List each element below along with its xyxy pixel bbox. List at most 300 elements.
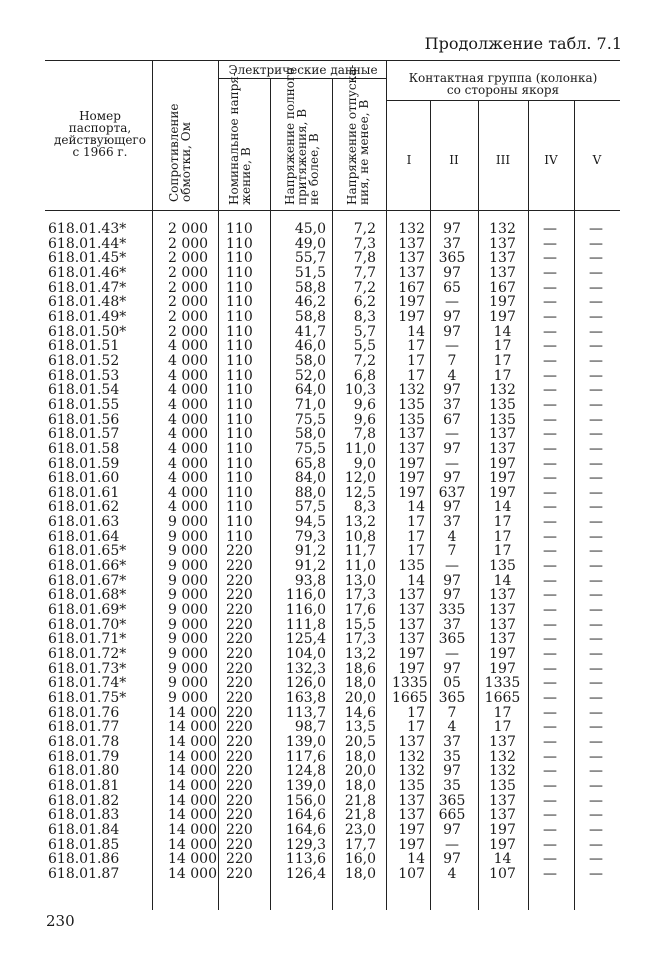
- contact-ii-cell: 97: [443, 264, 461, 281]
- contact-iv-cell: —: [543, 367, 557, 384]
- contact-i-cell: 1335: [392, 675, 428, 692]
- pull-voltage-cell: 94,5: [294, 514, 326, 531]
- contact-i-cell: 107: [398, 865, 425, 882]
- release-voltage-cell: 13,5: [344, 719, 376, 736]
- contact-v-cell: —: [589, 338, 603, 355]
- contact-i-cell: 135: [398, 411, 425, 428]
- contact-v-cell: —: [589, 426, 603, 443]
- contact-iv-cell: —: [543, 470, 557, 487]
- release-voltage-cell: 5,7: [353, 323, 376, 340]
- release-voltage-cell: 17,6: [344, 602, 376, 619]
- contact-ii-cell: 37: [443, 514, 461, 531]
- release-voltage-cell: 9,0: [353, 455, 376, 472]
- contact-iii-cell: 167: [489, 279, 516, 296]
- pull-voltage-cell: 164,6: [285, 821, 326, 838]
- contact-ii-cell: —: [445, 558, 459, 575]
- contact-iii-cell: 17: [493, 543, 512, 560]
- passport-number-cell: 618.01.68*: [48, 587, 127, 604]
- contact-iv-cell: —: [543, 440, 557, 457]
- contact-ii-cell: 65: [443, 279, 461, 296]
- resistance-cell: 14 000: [168, 851, 217, 868]
- release-voltage-cell: 10,8: [344, 528, 376, 545]
- contact-iv-cell: —: [543, 323, 557, 340]
- nominal-voltage-cell: 220: [226, 865, 253, 882]
- contact-ii-cell: 97: [443, 763, 461, 780]
- contact-v-cell: —: [589, 543, 603, 560]
- nominal-voltage-cell: 110: [226, 455, 253, 472]
- passport-number-cell: 618.01.75*: [48, 690, 127, 706]
- table-row: [0, 281, 660, 296]
- contact-iii-cell: 197: [489, 836, 516, 853]
- contact-ii-cell: 97: [443, 660, 461, 677]
- contact-ii-cell: —: [445, 455, 459, 472]
- passport-number-cell: 618.01.50*: [48, 323, 127, 340]
- header-text: Напряжение отпуска-: [345, 64, 359, 205]
- contact-iv-cell: —: [543, 352, 557, 369]
- header-text: Контактная группа (колонка): [408, 71, 598, 85]
- contact-v-cell: —: [589, 660, 603, 677]
- pull-voltage-cell: 91,2: [294, 543, 326, 560]
- table-row: [0, 676, 660, 691]
- contact-v-cell: —: [589, 602, 603, 619]
- release-voltage-cell: 9,6: [353, 396, 376, 413]
- resistance-cell: 14 000: [168, 704, 217, 721]
- pull-voltage-cell: 65,8: [294, 455, 326, 472]
- release-voltage-cell: 13,0: [344, 572, 376, 589]
- contact-i-cell: 14: [407, 572, 425, 589]
- release-voltage-cell: 11,0: [344, 440, 376, 457]
- table-caption: Продолжение табл. 7.1: [424, 34, 622, 53]
- contact-iii-cell: 137: [489, 250, 516, 267]
- table-row: [0, 251, 660, 266]
- header-text: Напряжение полного: [283, 67, 297, 205]
- contact-iv-cell: —: [543, 821, 557, 838]
- contact-iv-cell: —: [543, 836, 557, 853]
- table-row: [0, 544, 660, 559]
- contact-v-cell: —: [589, 470, 603, 487]
- table-row: [0, 632, 660, 647]
- contact-ii-cell: 97: [443, 572, 461, 589]
- nominal-voltage-cell: 220: [226, 616, 253, 633]
- table-row: [0, 325, 660, 340]
- contact-ii-cell: 05: [443, 675, 461, 692]
- table-row: [0, 530, 660, 545]
- nominal-voltage-cell: 110: [226, 352, 253, 369]
- header-text: Номер: [79, 109, 121, 123]
- contact-i-cell: 197: [398, 836, 425, 853]
- header-text: с 1966 г.: [72, 145, 128, 159]
- contact-i-cell: 17: [407, 514, 425, 531]
- contact-i-cell: 137: [398, 602, 425, 619]
- nominal-voltage-cell: 110: [226, 294, 253, 311]
- contact-iii-cell: 107: [489, 865, 516, 882]
- contact-v-cell: —: [589, 865, 603, 882]
- contact-v-cell: —: [589, 807, 603, 824]
- contact-iii-cell: 197: [489, 470, 516, 487]
- contact-iii-cell: 1665: [484, 690, 521, 706]
- nominal-voltage-cell: 220: [226, 543, 253, 560]
- contact-iii-cell: 14: [493, 323, 512, 340]
- contact-ii-cell: 97: [443, 587, 461, 604]
- nominal-voltage-cell: 220: [226, 792, 253, 809]
- contact-iv-cell: —: [543, 733, 557, 750]
- resistance-cell: 2 000: [168, 221, 209, 237]
- contact-ii-cell: 365: [438, 792, 466, 809]
- contact-i-cell: 197: [398, 455, 425, 472]
- release-voltage-cell: 11,0: [344, 558, 376, 575]
- contact-ii-cell: 35: [443, 748, 461, 765]
- pull-voltage-cell: 88,0: [294, 484, 326, 501]
- passport-number-cell: 618.01.71*: [48, 631, 127, 648]
- nominal-voltage-cell: 220: [226, 719, 253, 736]
- release-voltage-cell: 12,5: [344, 484, 376, 501]
- resistance-cell: 14 000: [168, 865, 217, 882]
- contact-iv-cell: —: [543, 382, 557, 399]
- contact-v-cell: —: [589, 587, 603, 604]
- resistance-cell: 4 000: [168, 484, 209, 501]
- nominal-voltage-cell: 110: [226, 484, 253, 501]
- pull-voltage-cell: 41,7: [294, 323, 326, 340]
- contact-i-cell: 137: [398, 616, 425, 633]
- contact-iii-cell: 14: [493, 572, 512, 589]
- release-voltage-cell: 17,7: [344, 836, 376, 853]
- table-row: [0, 647, 660, 662]
- nominal-voltage-cell: 220: [226, 733, 253, 750]
- passport-number-cell: 618.01.43*: [48, 221, 127, 237]
- header-text: действующего: [54, 133, 146, 147]
- page-number: 230: [46, 912, 75, 930]
- contact-iii-cell: 17: [493, 704, 512, 721]
- nominal-voltage-cell: 220: [226, 675, 253, 692]
- pull-voltage-cell: 51,5: [294, 264, 326, 281]
- contact-v-cell: —: [589, 396, 603, 413]
- resistance-cell: 2 000: [168, 294, 209, 311]
- contact-v-cell: —: [589, 499, 603, 516]
- contact-iv-cell: —: [543, 865, 557, 882]
- passport-number-cell: 618.01.54: [48, 382, 120, 399]
- passport-number-cell: 618.01.55: [48, 396, 120, 413]
- table-row: [0, 515, 660, 530]
- passport-number-cell: 618.01.73*: [48, 660, 127, 677]
- contact-iii-cell: 14: [493, 851, 512, 868]
- header-text: ния, не менее, В: [357, 99, 371, 205]
- contact-i-cell: 197: [398, 646, 425, 663]
- table-row: [0, 588, 660, 603]
- pull-voltage-cell: 64,0: [294, 382, 326, 399]
- passport-number-cell: 618.01.61: [48, 484, 120, 501]
- passport-number-cell: 618.01.67*: [48, 572, 127, 589]
- pull-voltage-cell: 46,2: [294, 294, 326, 311]
- contact-iv-cell: —: [543, 777, 557, 794]
- contact-i-cell: 137: [398, 631, 425, 648]
- nominal-voltage-cell: 110: [226, 382, 253, 399]
- passport-number-cell: 618.01.69*: [48, 602, 127, 619]
- passport-number-cell: 618.01.79: [48, 748, 120, 765]
- nominal-voltage-cell: 110: [226, 440, 253, 457]
- pull-voltage-cell: 58,0: [294, 352, 326, 369]
- contact-v-cell: —: [589, 690, 603, 706]
- contact-v-cell: —: [589, 616, 603, 633]
- contact-i-cell: 135: [398, 777, 425, 794]
- contact-v-cell: —: [589, 748, 603, 765]
- resistance-cell: 14 000: [168, 733, 217, 750]
- nominal-voltage-cell: 110: [226, 470, 253, 487]
- contact-iv-cell: —: [543, 572, 557, 589]
- contact-ii-cell: 37: [443, 396, 461, 413]
- contact-i-cell: 17: [407, 338, 425, 355]
- contact-iii-cell: 14: [493, 499, 512, 516]
- contact-ii-cell: 97: [443, 221, 461, 237]
- contact-iii-cell: 135: [489, 396, 516, 413]
- release-voltage-cell: 7,8: [353, 250, 376, 267]
- contact-i-cell: 167: [398, 279, 425, 296]
- resistance-cell: 9 000: [168, 587, 209, 604]
- resistance-cell: 2 000: [168, 323, 209, 340]
- contact-v-cell: —: [589, 352, 603, 369]
- contact-iii-cell: 135: [489, 777, 516, 794]
- release-voltage-cell: 6,8: [353, 367, 376, 384]
- contact-v-cell: —: [589, 851, 603, 868]
- contact-v-cell: —: [589, 558, 603, 575]
- contact-ii-cell: 7: [447, 704, 457, 721]
- passport-number-cell: 618.01.83: [48, 807, 120, 824]
- contact-v-cell: —: [589, 528, 603, 545]
- passport-number-cell: 618.01.64: [48, 528, 120, 545]
- pull-voltage-cell: 84,0: [294, 470, 326, 487]
- contact-v-cell: —: [589, 484, 603, 501]
- contact-v-cell: —: [589, 440, 603, 457]
- pull-voltage-cell: 139,0: [285, 733, 326, 750]
- passport-number-cell: 618.01.48*: [48, 294, 127, 311]
- table-row: [0, 706, 660, 721]
- contact-v-cell: —: [589, 631, 603, 648]
- table-row: [0, 237, 660, 252]
- header-text: паспорта,: [68, 121, 132, 135]
- contact-i-cell: 132: [398, 748, 425, 765]
- contact-iv-cell: —: [543, 308, 557, 325]
- nominal-voltage-cell: 110: [226, 396, 253, 413]
- nominal-voltage-cell: 110: [226, 279, 253, 296]
- passport-number-cell: 618.01.60: [48, 470, 120, 487]
- nominal-voltage-cell: 110: [226, 235, 253, 252]
- contact-ii-cell: 37: [443, 616, 461, 633]
- release-voltage-cell: 21,8: [344, 792, 376, 809]
- col-v-header: V: [592, 153, 602, 167]
- release-voltage-cell: 15,5: [344, 616, 376, 633]
- contact-i-cell: 135: [398, 396, 425, 413]
- table-row: [0, 691, 660, 706]
- contact-iii-cell: 1335: [484, 675, 521, 692]
- release-voltage-cell: 16,0: [344, 851, 376, 868]
- pull-voltage-cell: 116,0: [285, 587, 326, 604]
- contact-i-cell: 17: [407, 367, 425, 384]
- contact-i-cell: 137: [398, 807, 425, 824]
- passport-number-cell: 618.01.52: [48, 352, 120, 369]
- release-voltage-cell: 8,3: [353, 499, 376, 516]
- resistance-cell: 4 000: [168, 352, 209, 369]
- table-row: [0, 574, 660, 589]
- contact-ii-cell: 97: [443, 851, 461, 868]
- contact-iii-cell: 137: [489, 264, 516, 281]
- contact-iii-cell: 197: [489, 821, 516, 838]
- electrical-group-header: Электрические данные: [228, 63, 378, 77]
- pull-voltage-cell: 57,5: [294, 499, 326, 516]
- resistance-cell: 4 000: [168, 367, 209, 384]
- header-text: Сопротивление: [167, 103, 181, 202]
- release-voltage-cell: 20,0: [344, 690, 376, 706]
- col-ii-header: II: [449, 153, 459, 167]
- contact-iii-cell: 137: [489, 235, 516, 252]
- contact-v-cell: —: [589, 514, 603, 531]
- passport-number-cell: 618.01.76: [48, 704, 120, 721]
- pull-voltage-cell: 116,0: [285, 602, 326, 619]
- resistance-cell: 4 000: [168, 455, 209, 472]
- contact-iii-cell: 135: [489, 558, 516, 575]
- contact-iv-cell: —: [543, 792, 557, 809]
- table-row: [0, 266, 660, 281]
- nominal-voltage-cell: 110: [226, 367, 253, 384]
- contact-i-cell: 17: [407, 352, 425, 369]
- contact-i-cell: 17: [407, 719, 425, 736]
- table-top-rule: [45, 60, 620, 61]
- contact-v-cell: —: [589, 308, 603, 325]
- resistance-cell: 9 000: [168, 690, 209, 706]
- contact-iii-cell: 17: [493, 367, 512, 384]
- pull-voltage-cell: 104,0: [285, 646, 326, 663]
- contact-ii-cell: 97: [443, 440, 461, 457]
- table-row: [0, 838, 660, 853]
- contact-iv-cell: —: [543, 704, 557, 721]
- contact-iv-cell: —: [543, 660, 557, 677]
- pull-voltage-cell: 126,0: [285, 675, 326, 692]
- contact-v-cell: —: [589, 455, 603, 472]
- pull-voltage-cell: 98,7: [294, 719, 326, 736]
- passport-number-cell: 618.01.59: [48, 455, 120, 472]
- contact-iv-cell: —: [543, 279, 557, 296]
- nominal-voltage-cell: 220: [226, 748, 253, 765]
- contact-i-cell: 14: [407, 499, 425, 516]
- contact-iii-cell: 137: [489, 440, 516, 457]
- contact-iv-cell: —: [543, 250, 557, 267]
- contact-v-cell: —: [589, 646, 603, 663]
- passport-column-header: [50, 110, 150, 158]
- header-text: Номинальное напря-: [227, 72, 241, 205]
- contact-i-cell: 135: [398, 558, 425, 575]
- nominal-voltage-cell: 220: [226, 821, 253, 838]
- contact-iv-cell: —: [543, 616, 557, 633]
- pull-voltage-cell: 45,0: [294, 221, 326, 237]
- release-voltage-cell: 13,2: [344, 514, 376, 531]
- passport-number-cell: 618.01.44*: [48, 235, 127, 252]
- header-text: притяжения, В: [295, 108, 309, 205]
- contact-iii-cell: 132: [489, 763, 516, 780]
- contact-iii-cell: 197: [489, 646, 516, 663]
- contact-v-cell: —: [589, 572, 603, 589]
- resistance-cell: 9 000: [168, 543, 209, 560]
- pull-voltage-cell: 79,3: [294, 528, 326, 545]
- contact-ii-cell: —: [445, 426, 459, 443]
- table-row: [0, 852, 660, 867]
- table-row: [0, 457, 660, 472]
- table-row: [0, 618, 660, 633]
- contact-iii-cell: 132: [489, 382, 516, 399]
- release-voltage-cell: 8,3: [353, 308, 376, 325]
- contact-iii-cell: 137: [489, 602, 516, 619]
- contact-iii-cell: 197: [489, 484, 516, 501]
- contact-i-cell: 137: [398, 250, 425, 267]
- header-text: не более, В: [307, 133, 321, 205]
- contact-iii-cell: 137: [489, 807, 516, 824]
- nominal-voltage-cell: 110: [226, 250, 253, 267]
- passport-number-cell: 618.01.58: [48, 440, 120, 457]
- resistance-cell: 9 000: [168, 660, 209, 677]
- contact-v-cell: —: [589, 411, 603, 428]
- contact-iv-cell: —: [543, 807, 557, 824]
- table-row: [0, 295, 660, 310]
- pull-voltage-cell: 113,6: [285, 851, 326, 868]
- contact-i-cell: 197: [398, 660, 425, 677]
- contact-iii-cell: 135: [489, 411, 516, 428]
- contact-i-cell: 197: [398, 308, 425, 325]
- pull-voltage-cell: 58,8: [294, 308, 326, 325]
- col-iii-header: III: [495, 153, 511, 167]
- nominal-voltage-cell: 220: [226, 646, 253, 663]
- contact-v-cell: —: [589, 792, 603, 809]
- release-voltage-cell: 18,6: [344, 660, 376, 677]
- pull-voltage-cell: 125,4: [285, 631, 326, 648]
- resistance-column-header: [168, 103, 192, 202]
- contact-v-cell: —: [589, 777, 603, 794]
- contact-ii-cell: 37: [443, 733, 461, 750]
- contact-iii-cell: 197: [489, 660, 516, 677]
- table-body: [0, 222, 660, 882]
- contact-ii-cell: 4: [447, 719, 457, 736]
- contact-iii-cell: 197: [489, 455, 516, 472]
- release-voltage-cell: 18,0: [344, 777, 376, 794]
- table-row: [0, 500, 660, 515]
- nominal-voltage-cell: 220: [226, 572, 253, 589]
- nominal-voltage-cell: 220: [226, 851, 253, 868]
- passport-number-cell: 618.01.77: [48, 719, 120, 736]
- contact-iv-cell: —: [543, 543, 557, 560]
- nominal-voltage-cell: 110: [226, 264, 253, 281]
- resistance-cell: 14 000: [168, 807, 217, 824]
- nominal-voltage-cell: 220: [226, 763, 253, 780]
- contact-ii-cell: 637: [438, 484, 466, 501]
- contact-i-cell: 197: [398, 294, 425, 311]
- contact-i-cell: 1665: [392, 690, 428, 706]
- table-row: [0, 413, 660, 428]
- contact-v-cell: —: [589, 279, 603, 296]
- contact-i-cell: 137: [398, 440, 425, 457]
- passport-number-cell: 618.01.45*: [48, 250, 127, 267]
- table-row: [0, 750, 660, 765]
- passport-number-cell: 618.01.78: [48, 733, 120, 750]
- pull-voltage-cell: 139,0: [285, 777, 326, 794]
- contact-ii-cell: 4: [447, 865, 457, 882]
- table-row: [0, 808, 660, 823]
- table-row: [0, 471, 660, 486]
- table-row: [0, 735, 660, 750]
- passport-number-cell: 618.01.51: [48, 338, 120, 355]
- resistance-cell: 9 000: [168, 646, 209, 663]
- contact-iv-cell: —: [543, 675, 557, 692]
- contact-i-cell: 137: [398, 264, 425, 281]
- resistance-cell: 2 000: [168, 308, 209, 325]
- pull-voltage-cell: 75,5: [294, 411, 326, 428]
- table-row: [0, 354, 660, 369]
- passport-number-cell: 618.01.62: [48, 499, 120, 516]
